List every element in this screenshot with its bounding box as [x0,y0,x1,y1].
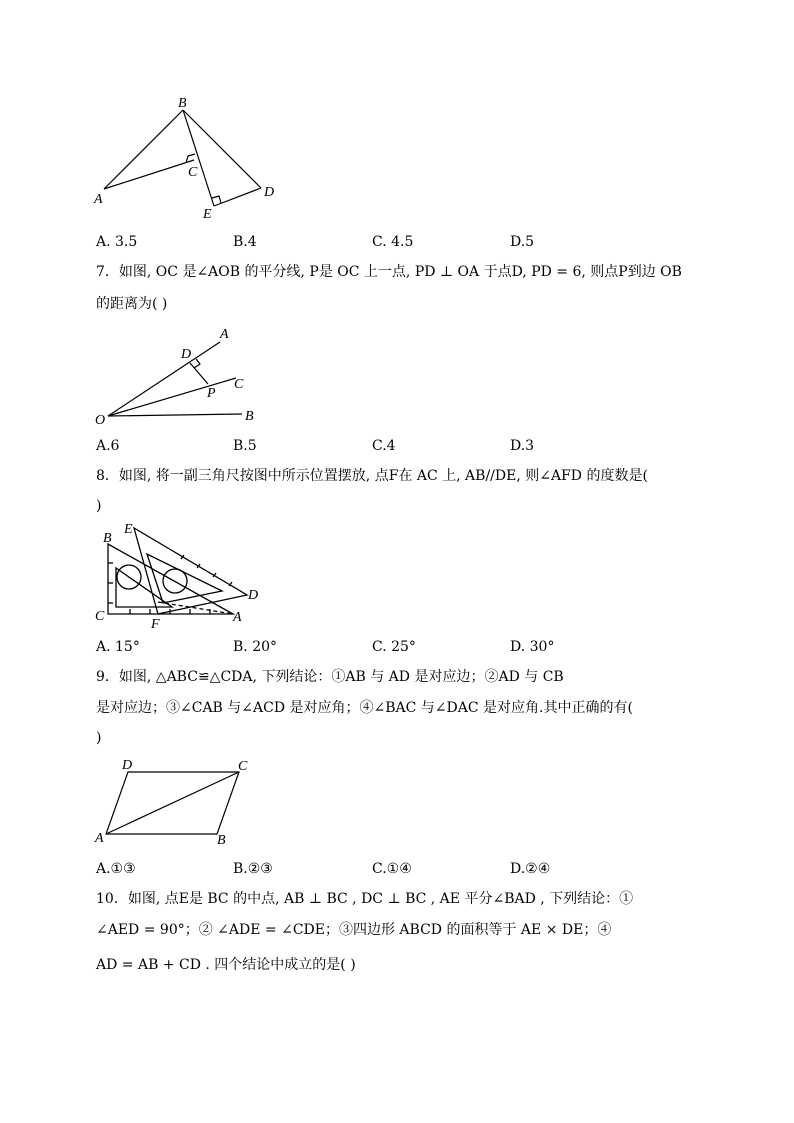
q9-stem-line1: 9．如图, △ABC≌△CDA, 下列结论：①AB 与 AD 是对应边；②AD 与 CB [96,669,564,685]
q9-stem-line3: ) [96,730,102,746]
q7-diagram [90,322,280,432]
q7-figure [90,322,280,432]
label-c: C [238,759,248,774]
q6-diagram [90,92,290,222]
right-angle-d [194,359,200,368]
label-b: B [217,833,226,848]
label-b: B [245,409,254,424]
q6-option-b[interactable]: B.4 [233,234,257,250]
label-c: C [188,165,198,180]
label-f: F [151,617,160,632]
q7-option-a[interactable]: A.6 [96,438,120,454]
label-d: D [122,758,133,773]
segment-pd [190,363,208,384]
q9-figure [90,754,260,849]
segment-ed [214,188,261,206]
q9-option-a[interactable]: A.①③ [96,861,136,877]
label-e: E [124,522,133,537]
q8-option-a[interactable]: A. 15° [96,639,140,655]
q8-stem-line1: 8．如图, 将一副三角尺按图中所示位置摆放, 点F在 AC 上, AB//DE, 则∠AFD 的度数是( [96,468,648,484]
q10-stem-line3: AD = AB + CD . 四个结论中成立的是( ) [96,957,356,973]
q10-stem-line2: ∠AED = 90°；② ∠ADE = ∠CDE；③四边形 ABCD 的面积等于 AE × DE；④ [96,922,612,938]
q9-option-d[interactable]: D.②④ [510,861,551,877]
label-c: C [95,609,105,624]
q7-option-d[interactable]: D.3 [510,438,535,454]
q7-option-b[interactable]: B.5 [233,438,257,454]
triangle-efd-inner [147,554,222,603]
q8-option-b[interactable]: B. 20° [233,639,278,655]
segment-ab [104,110,183,189]
label-e: E [203,207,212,222]
label-a: A [233,610,242,625]
label-c: C [234,377,244,392]
label-b: B [103,531,112,546]
q7-option-c[interactable]: C.4 [372,438,396,454]
triangle-abc [108,544,233,614]
label-a: A [95,831,104,846]
label-d: D [248,588,259,603]
q9-stem-line2: 是对应边；③∠CAB 与∠ACD 是对应角；④∠BAC 与∠DAC 是对应角.其中正确的有( [96,700,633,716]
q10-stem-line1: 10．如图, 点E是 BC 的中点, AB ⊥ BC , DC ⊥ BC , AE 平分∠BAD , 下列结论：① [96,891,634,907]
label-d: D [181,347,192,362]
label-a: A [220,327,229,342]
label-b: B [178,96,187,111]
q6-figure [90,92,290,222]
label-o: O [95,413,106,428]
q6-option-c[interactable]: C. 4.5 [372,234,414,250]
ray-ob [108,414,242,416]
q8-figure [90,518,270,633]
q6-option-a[interactable]: A. 3.5 [96,234,138,250]
label-a: A [94,192,103,207]
diagonal-ac [106,772,239,834]
ray-oc [108,378,236,416]
q7-stem-line2: 的距离为( ) [96,296,168,312]
q8-option-d[interactable]: D. 30° [510,639,555,655]
q6-option-d[interactable]: D.5 [510,234,535,250]
right-angle-e [212,196,221,203]
label-d: D [264,185,275,200]
label-p: P [207,386,216,401]
q9-option-b[interactable]: B.②③ [233,861,273,877]
q8-option-c[interactable]: C. 25° [372,639,416,655]
segment-ac [104,160,194,189]
q8-diagram [90,518,270,633]
q9-diagram [90,754,260,849]
q9-option-c[interactable]: C.①④ [372,861,412,877]
q7-stem-line1: 7．如图, OC 是∠AOB 的平分线, P是 OC 上一点, PD ⊥ OA 于点D, PD = 6, 则点P到边 OB [96,264,682,280]
triangle-efd [134,528,247,614]
q8-stem-line2: ) [96,498,102,514]
